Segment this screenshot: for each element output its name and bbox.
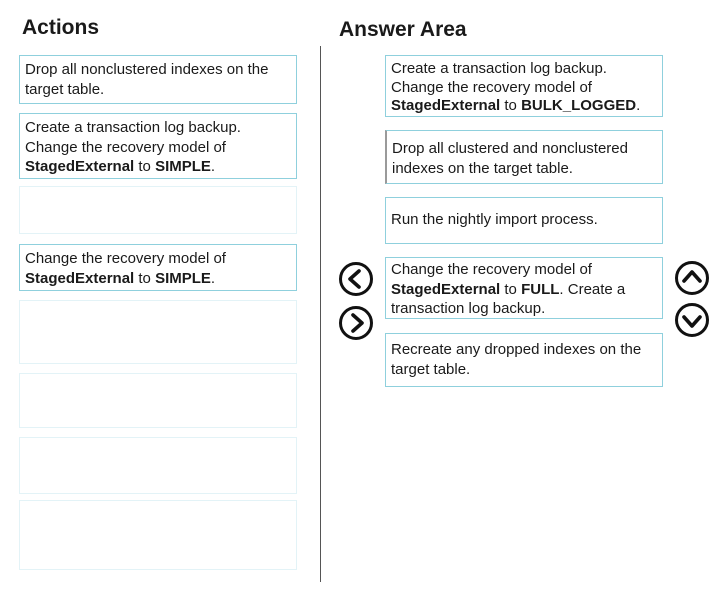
answer-item-line: Change the recovery model of bbox=[391, 78, 592, 96]
answer-item-recreate-indexes[interactable] bbox=[385, 333, 663, 387]
move-up-button[interactable] bbox=[674, 260, 710, 296]
answer-area-heading: Answer Area bbox=[339, 18, 467, 41]
answer-item-text: Recreate any dropped indexes on the target table. bbox=[391, 341, 642, 378]
action-slot-empty[interactable] bbox=[19, 437, 297, 494]
action-item-recovery-simple[interactable] bbox=[19, 244, 297, 291]
recovery-model: BULK_LOGGED bbox=[521, 97, 637, 114]
actions-heading: Actions bbox=[22, 16, 100, 39]
action-slot-empty[interactable] bbox=[19, 300, 297, 364]
action-item-text: Drop all nonclustered indexes on the target table. bbox=[25, 61, 269, 98]
connector-text: to bbox=[134, 158, 156, 175]
answer-item-text: Run the nightly import process. bbox=[391, 211, 598, 228]
trailing-text: . Create a transaction log backup. bbox=[391, 280, 626, 317]
period-text: . bbox=[210, 269, 216, 287]
move-down-button[interactable] bbox=[674, 302, 710, 338]
answer-item-log-backup-bulk-logged[interactable] bbox=[385, 55, 663, 117]
answer-item-nightly-import[interactable] bbox=[385, 197, 663, 244]
answer-item-text: Drop all clustered and nonclustered indexes on the target table. bbox=[392, 140, 628, 177]
answer-item-recovery-full[interactable] bbox=[385, 257, 663, 319]
answer-item-line: Change the recovery model of bbox=[391, 261, 592, 278]
db-name: StagedExternal bbox=[25, 158, 135, 175]
db-name: StagedExternal bbox=[25, 269, 135, 287]
recovery-model: SIMPLE bbox=[155, 269, 211, 287]
answer-item-drop-all-indexes[interactable] bbox=[385, 130, 663, 184]
chevron-down-circle-icon bbox=[674, 302, 710, 338]
action-item-line: Change the recovery model of bbox=[25, 138, 226, 156]
answer-item-line bbox=[391, 280, 657, 319]
recovery-model: SIMPLE bbox=[155, 158, 211, 175]
action-item-line: Change the recovery model of bbox=[25, 250, 226, 267]
answer-item-line: Create a transaction log backup. bbox=[391, 60, 607, 77]
action-item-line bbox=[25, 157, 291, 177]
action-item-line: Create a transaction log backup. bbox=[25, 119, 241, 136]
action-item-line bbox=[25, 269, 291, 289]
column-divider bbox=[320, 46, 321, 582]
connector-text: to bbox=[500, 280, 522, 298]
period-text: . bbox=[636, 97, 641, 114]
action-slot-empty[interactable] bbox=[19, 500, 297, 570]
action-slot-empty[interactable] bbox=[19, 186, 297, 234]
db-name: StagedExternal bbox=[391, 280, 501, 298]
chevron-up-circle-icon bbox=[674, 260, 710, 296]
action-item-drop-nonclustered[interactable] bbox=[19, 55, 297, 104]
move-right-button[interactable] bbox=[338, 305, 374, 341]
connector-text: to bbox=[500, 97, 522, 114]
chevron-right-circle-icon bbox=[338, 305, 374, 341]
db-name: StagedExternal bbox=[391, 97, 501, 114]
action-slot-empty[interactable] bbox=[19, 373, 297, 428]
connector-text: to bbox=[134, 269, 156, 287]
action-item-log-backup-simple[interactable] bbox=[19, 113, 297, 179]
period-text: . bbox=[210, 158, 216, 175]
recovery-model: FULL bbox=[521, 280, 560, 298]
move-left-button[interactable] bbox=[338, 261, 374, 297]
chevron-left-circle-icon bbox=[338, 261, 374, 297]
answer-item-line bbox=[391, 97, 657, 116]
